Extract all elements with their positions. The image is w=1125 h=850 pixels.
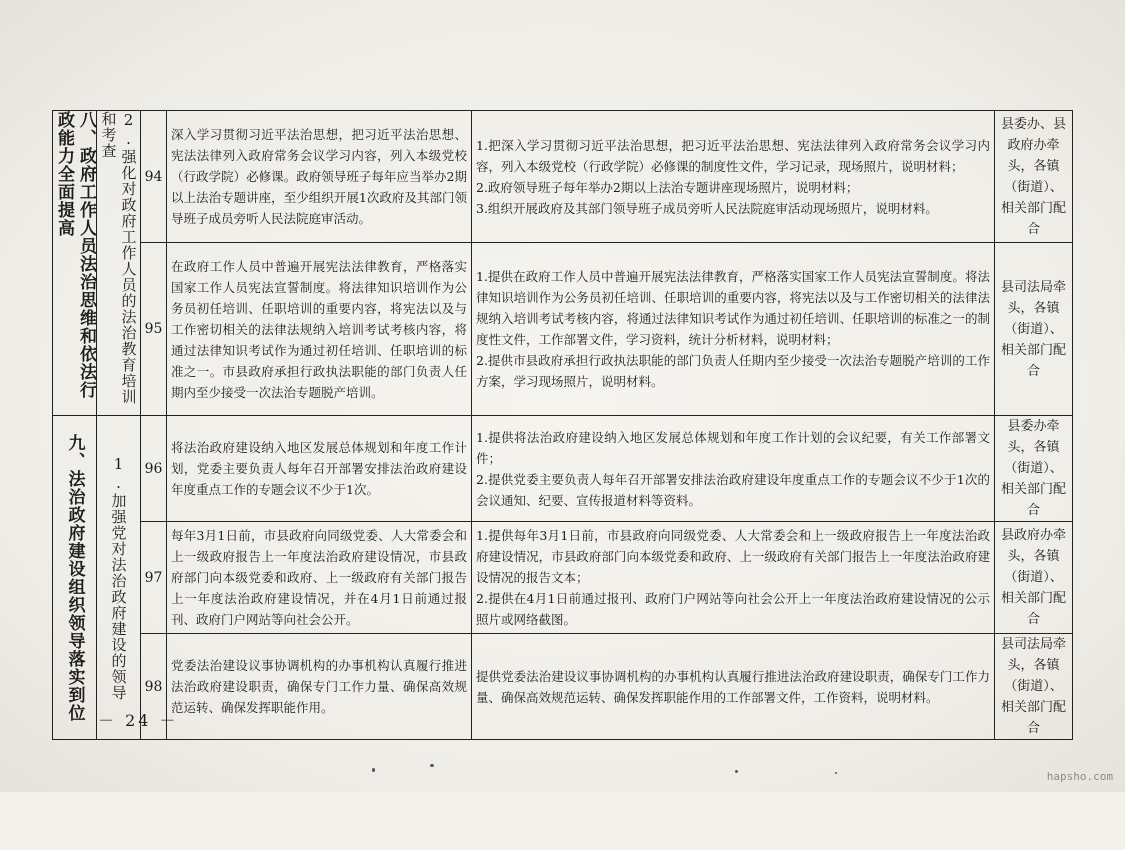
table-row [53, 634, 1073, 740]
standard-text: 每年3月1日前，市县政府向同级党委、人大常委会和上一级政府报告上一年度法治政府建设情况，市县政府部门向本级党委和政府、上一级政府有关部门报告上一年度法治政府建设情况，并在4月1日前通过报刊、政府门户网站等向社会公开。 [171, 528, 467, 627]
subcategory-cell [97, 111, 141, 416]
subcategory-cell [97, 416, 141, 740]
table-row [53, 111, 1073, 243]
evidence-cell [472, 416, 995, 522]
evidence-item: 2.政府领导班子每年举办2期以上法治专题讲座现场照片，说明材料； [476, 179, 859, 195]
standard-text: 在政府工作人员中普遍开展宪法法律教育，严格落实国家工作人员宪法宣誓制度。将法律知识培训作为公务员初任培训、任职培训的重要内容，将宪法以及与工作密切相关的法律法规纳入培训考试考核内容，将通过法律知识考试作为通过初任培训、任职培训的标准之一。市县政府承担行政执法职能的部门负责人任期内至少接受一次法治专题脱产培训。 [171, 258, 467, 400]
subcategory-label: 1.加强党对法治政府建设的领导 [109, 454, 128, 701]
scan-speck [835, 772, 837, 774]
evidence-item: 1.提供将法治政府建设纳入地区发展总体规划和年度工作计划的会议纪要，有关工作部署文件； [476, 429, 990, 466]
standard-cell [167, 416, 472, 522]
responsible-text: 县委办牵头，各镇（街道）、相关部门配合 [1000, 419, 1066, 518]
evidence-cell [472, 634, 995, 740]
responsible-text: 县政府办牵头，各镇（街道）、相关部门配合 [1000, 528, 1066, 627]
standard-cell [167, 243, 472, 416]
item-number: 97 [141, 522, 167, 634]
category-cell [53, 416, 97, 740]
item-number: 96 [141, 416, 167, 522]
responsible-text: 县委办、县政府办牵头，各镇（街道）、相关部门配合 [1000, 116, 1066, 237]
evidence-cell [472, 522, 995, 634]
watermark-text: hapsho.com [1046, 770, 1113, 783]
responsible-cell [995, 111, 1073, 243]
standard-cell [167, 522, 472, 634]
evidence-item: 1.提供在政府工作人员中普遍开展宪法法律教育，严格落实国家工作人员宪法宣誓制度。将法律知识培训作为公务员初任培训、任职培训的重要内容，将宪法以及与工作密切相关的法律法规纳入培训考试考核内容，将通过法律知识考试作为通过初任培训、任职培训的标准之一的制度性文件，工作部署文件，学习资料，统计分析材料，说明材料； [476, 269, 990, 347]
responsible-cell [995, 243, 1073, 416]
evidence-item: 2.提供在4月1日前通过报刊、政府门户网站等向社会公开上一年度法治政府建设情况的公示照片或网络截图。 [476, 591, 990, 627]
evidence-item: 提供党委法治建设议事协调机构的办事机构认真履行推进法治政府建设职责，确保专门工作力量、确保高效规范运转、确保发挥职能作用的工作部署文件，工作资料，说明材料。 [476, 668, 990, 705]
scan-speck [735, 770, 738, 773]
scan-speck [372, 768, 375, 772]
responsible-text: 县司法局牵头，各镇（街道）、相关部门配合 [1000, 637, 1066, 736]
evidence-item: 2.提供市县政府承担行政执法职能的部门负责人任期内至少接受一次法治专题脱产培训的工作方案，学习现场照片，说明材料。 [476, 353, 990, 389]
evaluation-table [52, 110, 1073, 740]
responsible-cell [995, 522, 1073, 634]
scan-speck [430, 764, 434, 767]
table-row [53, 243, 1073, 416]
category-label: 八、政府工作人员法治思维和依法行政能力全面提高 [54, 111, 96, 399]
category-label: 九、法治政府建设组织领导落实到位 [64, 433, 85, 722]
standard-text: 党委法治建设议事协调机构的办事机构认真履行推进法治政府建设职责，确保专门工作力量、确保高效规范运转、确保发挥职能作用。 [171, 658, 467, 715]
standard-cell [167, 111, 472, 243]
page-number: － 24 － [98, 711, 179, 730]
standard-text: 深入学习贯彻习近平法治思想，把习近平法治思想、宪法法律列入政府常务会议学习内容，列入本级党校（行政学院）必修课。政府领导班子每年应当举办2期以上法治专题讲座，至少组织开展1次政府及其部门领导班子成员旁听人民法院庭审活动。 [171, 127, 467, 226]
responsible-text: 县司法局牵头，各镇（街道）、相关部门配合 [1000, 279, 1066, 379]
evidence-item: 1.提供每年3月1日前，市县政府向同级党委、人大常委会和上一级政府报告上一年度法治政府建设情况，市县政府部门向本级党委和政府、上一级政府有关部门报告上一年度法治政府建设情况的报告文本； [476, 528, 990, 585]
evidence-cell [472, 243, 995, 416]
responsible-cell [995, 634, 1073, 740]
evidence-cell [472, 111, 995, 243]
subcategory-label: 2.强化对政府工作人员的法治教育培训和考查 [99, 111, 138, 405]
item-number: 98 [141, 634, 167, 740]
evidence-item: 3.组织开展政府及其部门领导班子成员旁听人民法院庭审活动现场照片，说明材料。 [476, 200, 938, 216]
table-row [53, 522, 1073, 634]
table-row [53, 416, 1073, 522]
item-number: 94 [141, 111, 167, 243]
category-cell [53, 111, 97, 416]
evidence-item: 2.提供党委主要负责人每年召开部署安排法治政府建设年度重点工作的专题会议不少于1次的会议通知、纪要、宣传报道材料等资料。 [476, 471, 990, 508]
evidence-item: 1.把深入学习贯彻习近平法治思想，把习近平法治思想、宪法法律列入政府常务会议学习内容，列入本级党校（行政学院）必修课的制度性文件，学习记录，现场照片，说明材料； [476, 137, 990, 174]
standard-text: 将法治政府建设纳入地区发展总体规划和年度工作计划，党委主要负责人每年召开部署安排法治政府建设年度重点工作的专题会议不少于1次。 [171, 440, 467, 497]
item-number: 95 [141, 243, 167, 416]
standard-cell [167, 634, 472, 740]
responsible-cell [995, 416, 1073, 522]
